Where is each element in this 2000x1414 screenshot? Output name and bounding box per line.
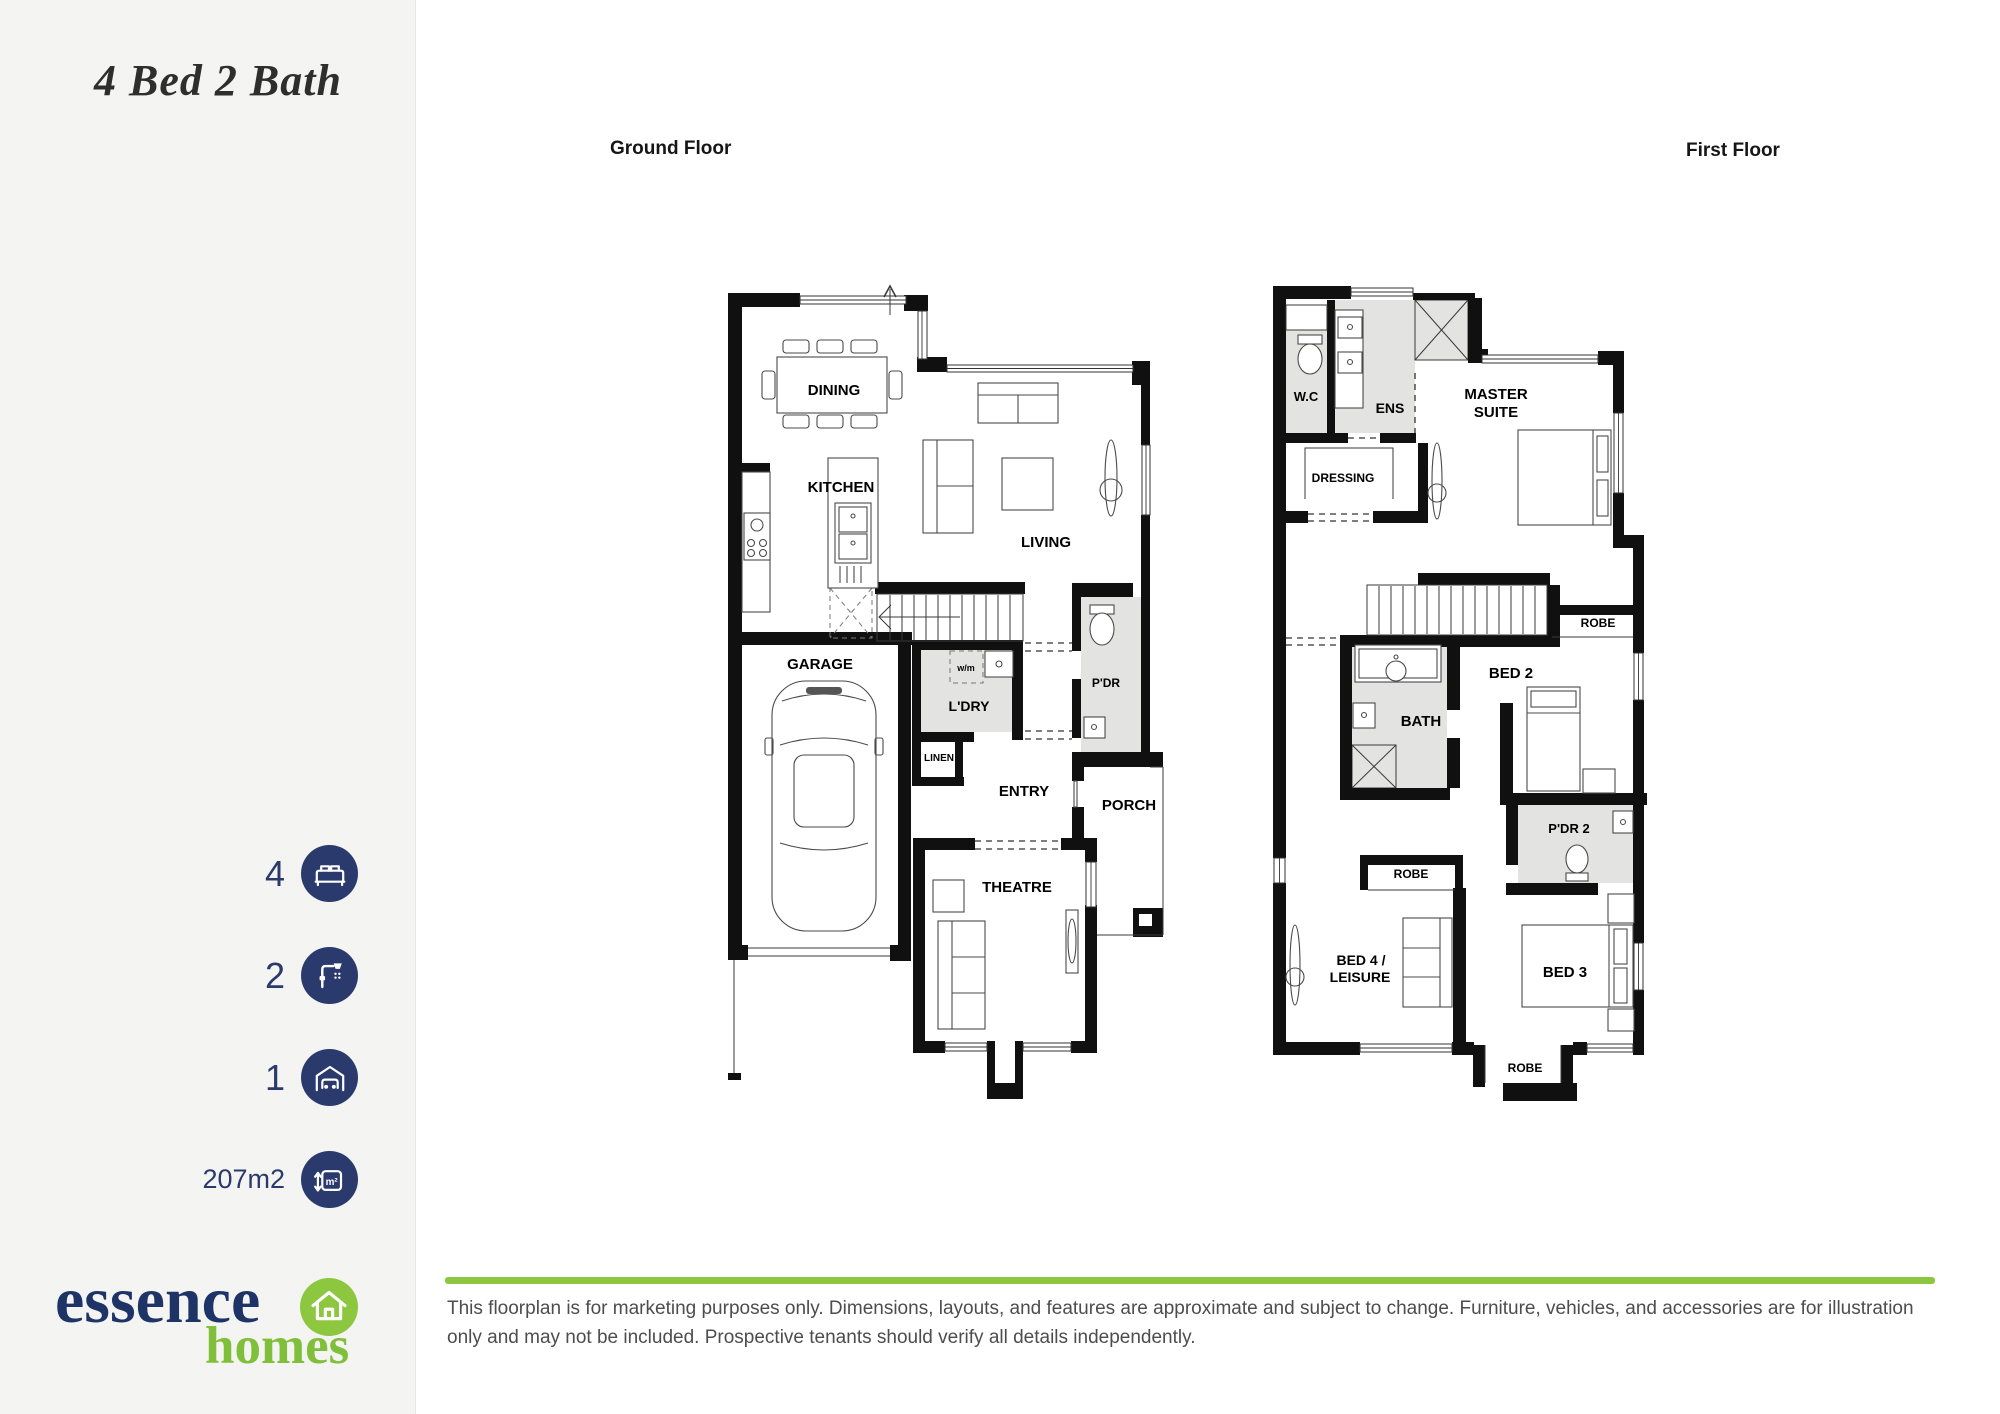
theatre-furniture — [933, 880, 1078, 1029]
first-floor-plan — [1268, 283, 1668, 1113]
first-floor-heading: First Floor — [1686, 140, 1780, 161]
bedrooms-count: 4 — [264, 852, 285, 894]
car-icon — [301, 1049, 358, 1106]
ground-floor-heading: Ground Floor — [610, 138, 732, 159]
stat-bedrooms — [120, 845, 358, 902]
label-washing-machine: w/m — [957, 663, 975, 673]
area-icon — [301, 1151, 358, 1208]
room-label-dining: DINING — [807, 382, 861, 399]
room-label-living: LIVING — [1020, 534, 1072, 551]
stat-garage — [120, 1049, 358, 1106]
room-label-bath: BATH — [1400, 713, 1442, 730]
master-furniture — [1518, 430, 1611, 525]
disclaimer-text: This floorplan is for marketing purposes only. Dimensions, layouts, and features are approximate and subject to change. Furniture, vehicles, and accessories are for illustration only and may not be included. Prospective tenants should verify all details independently. — [447, 1298, 1914, 1349]
room-label-ens: ENS — [1375, 400, 1405, 416]
ground-floor-plan — [720, 283, 1170, 1108]
bed-icon — [301, 845, 358, 902]
room-label-bed2: BED 2 — [1488, 665, 1534, 682]
stats-list — [120, 845, 358, 1253]
wc-fixtures — [1298, 335, 1322, 374]
room-label-robe-bed3: ROBE — [1507, 1061, 1543, 1075]
room-label-bed4-1: BED 4 / — [1336, 952, 1386, 968]
ens-fixtures — [1335, 310, 1363, 408]
room-label-kitchen: KITCHEN — [807, 479, 875, 496]
room-label-dressing: DRESSING — [1311, 471, 1375, 485]
room-label-laundry: L'DRY — [948, 698, 990, 714]
logo-homes-text: homes — [205, 1317, 350, 1375]
room-label-garage: GARAGE — [787, 656, 853, 673]
living-furniture — [923, 383, 1122, 533]
brand-logo — [55, 1264, 375, 1382]
bathrooms-count: 2 — [264, 954, 285, 996]
dressing-plant — [1428, 443, 1446, 519]
room-label-master-1: MASTER — [1464, 386, 1528, 403]
stat-bathrooms — [120, 947, 358, 1004]
page-title: 4 Bed 2 Bath — [94, 56, 342, 105]
room-label-wc: W.C — [1293, 389, 1319, 404]
room-label-bed4-2: LEISURE — [1329, 969, 1391, 985]
area-value: 207m2 — [202, 1164, 285, 1194]
logo-essence-text: essence — [55, 1264, 261, 1337]
room-label-theatre: THEATRE — [982, 879, 1052, 896]
room-label-master-2: SUITE — [1473, 404, 1519, 421]
room-label-entry: ENTRY — [998, 783, 1050, 800]
garage-car — [765, 681, 883, 931]
room-label-powder2: P'DR 2 — [1548, 821, 1590, 836]
front-door-leaf — [1074, 781, 1077, 807]
bed3-furniture — [1522, 894, 1634, 1031]
sidebar — [0, 0, 416, 1414]
laundry-fixtures — [985, 651, 1013, 677]
svg-text:m²: m² — [325, 1176, 338, 1188]
shower-icon — [301, 947, 358, 1004]
room-label-bed3: BED 3 — [1542, 964, 1588, 981]
room-label-porch: PORCH — [1101, 797, 1157, 814]
room-label-powder: P'DR — [1091, 676, 1121, 690]
room-label-robe-stairs: ROBE — [1580, 616, 1616, 630]
room-label-linen: LINEN — [924, 753, 954, 764]
room-label-robe-bed4: ROBE — [1393, 867, 1429, 881]
powder-door-opening — [1072, 651, 1081, 679]
footer-divider — [445, 1277, 1935, 1284]
porch-pillar-core — [1139, 914, 1152, 926]
stat-area — [120, 1151, 358, 1208]
portico-recess — [995, 1041, 1015, 1083]
garage-count: 1 — [264, 1056, 285, 1098]
bed2-furniture — [1527, 687, 1615, 793]
